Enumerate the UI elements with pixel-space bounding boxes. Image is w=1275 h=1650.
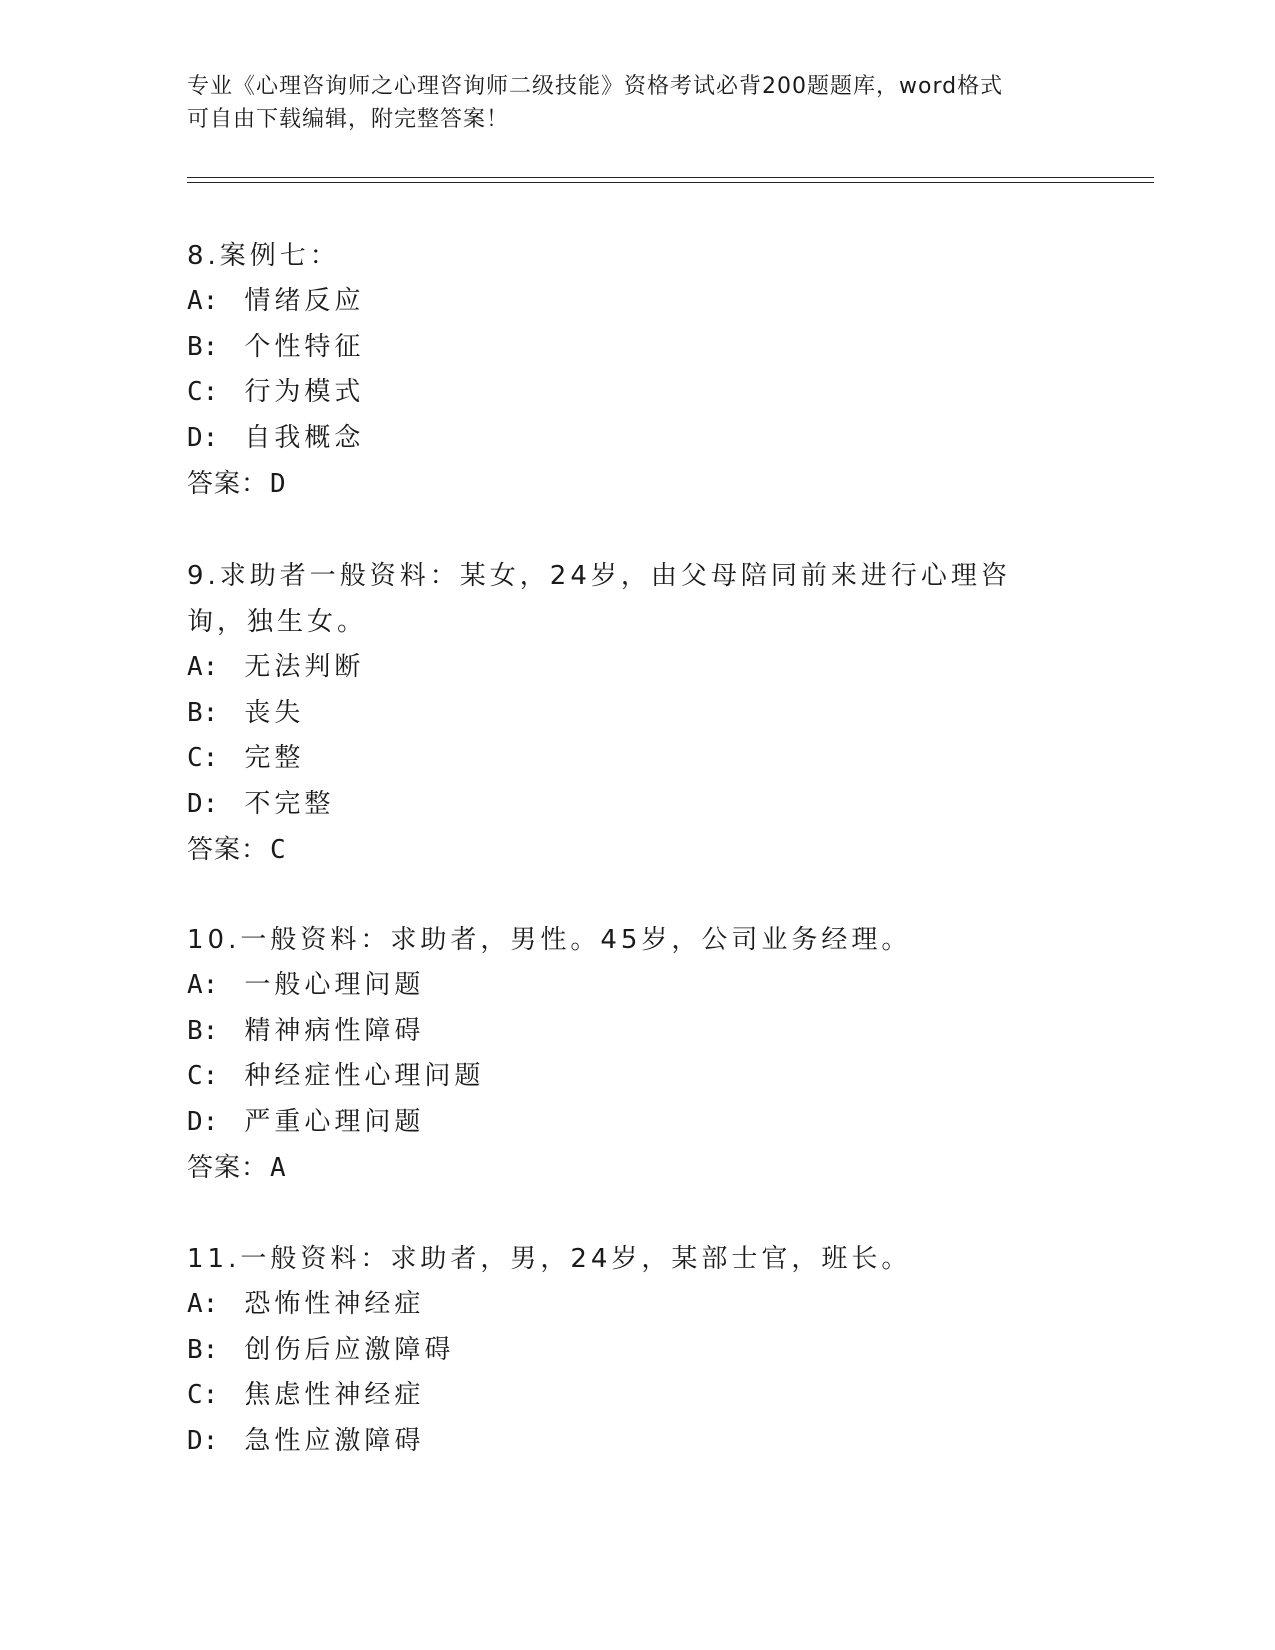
option-c: C: 种经症性心理问题 <box>187 1061 485 1091</box>
option-d: D: 自我概念 <box>187 422 365 453</box>
option-a: A: 情绪反应 <box>187 286 365 316</box>
question-8 <box>187 233 1067 507</box>
option-b: B: 创伤后应激障碍 <box>187 1334 455 1365</box>
option-d: D: 不完整 <box>187 788 335 819</box>
answer-value: D <box>270 469 287 499</box>
question-stem: 9.求助者一般资料：某女，24岁，由父母陪同前来进行心理咨询，独生女。 <box>187 561 1011 637</box>
question-10 <box>187 917 1067 1191</box>
answer-line: 答案：A <box>187 1153 287 1183</box>
answer-line: 答案：C <box>187 835 287 865</box>
option-d: D: 急性应激障碍 <box>187 1425 425 1456</box>
option-d: D: 严重心理问题 <box>187 1106 425 1137</box>
header-divider-bottom <box>187 182 1154 183</box>
option-c: C: 行为模式 <box>187 377 365 407</box>
question-11 <box>187 1236 1067 1464</box>
question-stem: 10.一般资料：求助者，男性。45岁，公司业务经理。 <box>187 925 912 955</box>
option-c: C: 焦虑性神经症 <box>187 1380 425 1410</box>
option-a: A: 无法判断 <box>187 652 365 682</box>
option-c: C: 完整 <box>187 743 305 773</box>
question-stem: 8.案例七： <box>187 241 340 271</box>
answer-value: A <box>270 1153 287 1183</box>
answer-line: 答案：D <box>187 469 287 499</box>
answer-value: C <box>270 835 287 865</box>
question-stem: 11.一般资料：求助者，男，24岁，某部士官，班长。 <box>187 1244 912 1274</box>
option-b: B: 个性特征 <box>187 331 365 362</box>
question-9 <box>187 553 1067 873</box>
header-divider-top <box>187 177 1154 178</box>
header-line-2: 可自由下载编辑，附完整答案！ <box>187 107 510 132</box>
option-a: A: 一般心理问题 <box>187 970 425 1000</box>
option-a: A: 恐怖性神经症 <box>187 1289 425 1319</box>
option-b: B: 精神病性障碍 <box>187 1015 425 1046</box>
document-header <box>187 70 1067 136</box>
header-line-1: 专业《心理咨询师之心理咨询师二级技能》资格考试必背200题题库，word格式 <box>187 74 1004 99</box>
option-b: B: 丧失 <box>187 697 305 728</box>
